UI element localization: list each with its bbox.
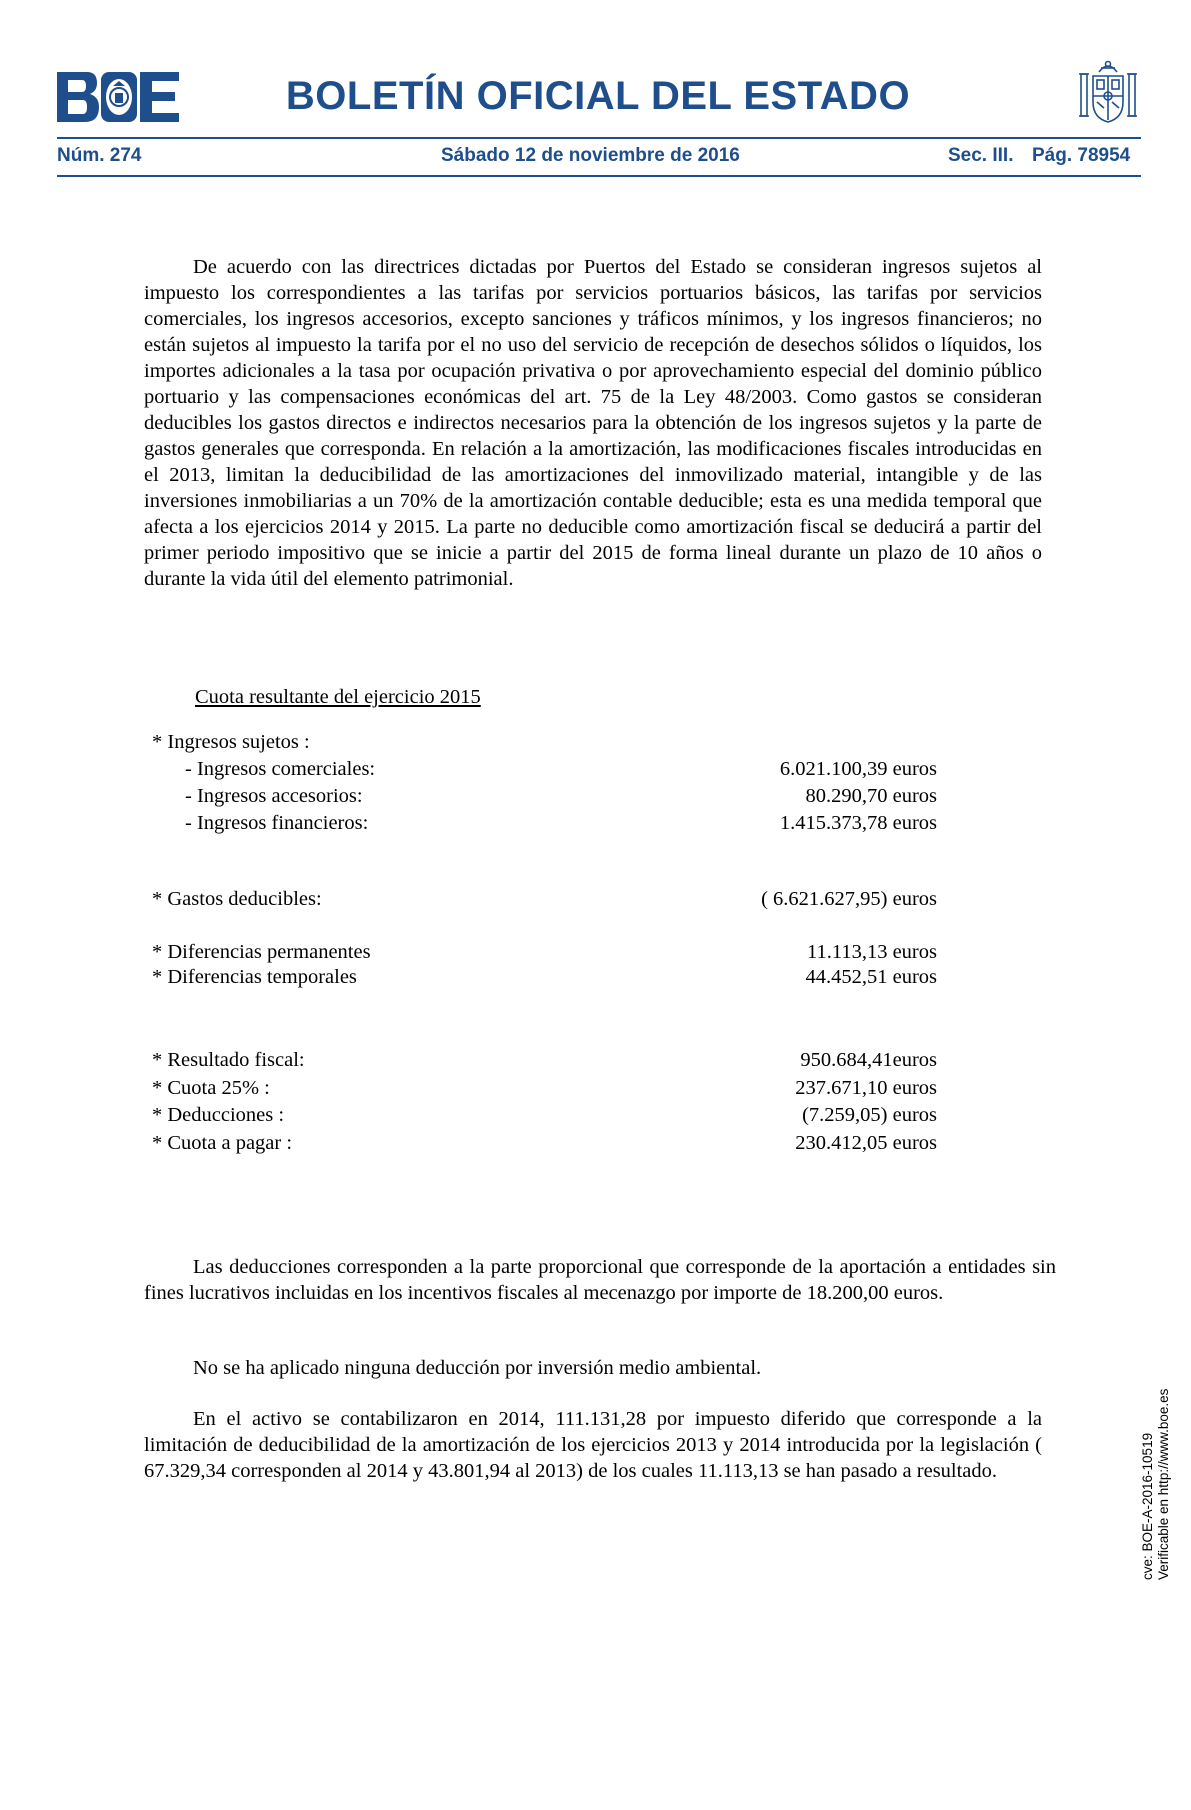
boe-logo	[57, 72, 179, 122]
cuota-row-label: - Ingresos financieros:	[185, 812, 369, 834]
cuota-row-label: * Diferencias permanentes	[152, 941, 371, 963]
verification-sidebar	[1140, 1388, 1171, 1810]
deducciones-paragraph: Las deducciones corresponden a la parte proporcional que corresponde de la aportación a entidades sin fines lucrativos incluidas en los incentivos fiscales al mecenazgo por importe de 18.200,00 euros.	[144, 1256, 1056, 1304]
cuota-row-label: - Ingresos comerciales:	[185, 758, 376, 780]
issue-date: Sábado 12 de noviembre de 2016	[441, 145, 740, 166]
ingresos-sujetos-label: * Ingresos sujetos :	[152, 731, 310, 753]
cuota-row-value: 950.684,41euros	[800, 1049, 937, 1071]
cuota-row-label: * Gastos deducibles:	[152, 888, 322, 910]
cuota-row-label: * Diferencias temporales	[152, 966, 357, 988]
header-rule-bottom	[57, 175, 1141, 177]
cuota-row-value: 1.415.373,78 euros	[779, 812, 937, 834]
cuota-heading: Cuota resultante del ejercicio 2015	[195, 686, 481, 708]
cuota-row-value: 6.021.100,39 euros	[779, 758, 937, 780]
coat-of-arms-icon	[1075, 58, 1141, 128]
header-rule-top	[57, 137, 1141, 139]
cuota-row-value: ( 6.621.627,95) euros	[761, 888, 937, 910]
cve-code: cve: BOE-A-2016-10519	[1140, 1432, 1155, 1580]
section-label: Sec. III.	[948, 145, 1014, 166]
page-number: Pág. 78954	[1032, 145, 1131, 166]
cuota-row-value: 80.290,70 euros	[805, 785, 937, 807]
cuota-row-value: (7.259,05) euros	[802, 1104, 937, 1126]
no-deduccion-paragraph: No se ha aplicado ninguna deducción por inversión medio ambiental.	[193, 1357, 762, 1379]
activo-paragraph: En el activo se contabilizaron en 2014, 111.131,28 por impuesto diferido que corresponde a la limitación de deducibilidad de la amortización de los ejercicios 2013 y 2014 introducida por la legislación ( 67.329,34 corresponden al 2014 y 43.801,94 al 2013) de los cuales 11.113,13 se han pasado a resultado.	[144, 1408, 1042, 1482]
cuota-row-label: * Cuota a pagar :	[152, 1132, 293, 1154]
publication-title: BOLETÍN OFICIAL DEL ESTADO	[285, 74, 911, 118]
cuota-row-label: * Resultado fiscal:	[152, 1049, 305, 1071]
cuota-row-label: * Deducciones :	[152, 1104, 285, 1126]
cuota-row-label: * Cuota 25% :	[152, 1077, 270, 1099]
verification-url: Verificable en http://www.boe.es	[1156, 1388, 1171, 1580]
issue-number: Núm. 274	[57, 145, 142, 166]
cuota-row-value: 11.113,13 euros	[806, 941, 937, 963]
intro-paragraph: De acuerdo con las directrices dictadas por Puertos del Estado se consideran ingresos sujetos al impuesto los correspondientes a las tarifas por servicios portuarios básicos, las tarifas por servicios comerciales, los ingresos accesorios, excepto sanciones y tráficos mínimos, y los ingresos financieros; no están sujetos al impuesto la tarifa por el no uso del servicio de recepción de desechos sólidos o líquidos, los importes adicionales a la tasa por ocupación privativa o por aprovechamiento especial del dominio público portuario y las compensaciones económicas del art. 75 de la Ley 48/2003. Como gastos se consideran deducibles los gastos directos e indirectos necesarios para la obtención de los ingresos sujetos y la parte de gastos generales que corresponda. En relación a la amortización, las modificaciones fiscales introducidas en el 2013, limitan la deducibilidad de las amortizaciones del inmovilizado material, intangible y de las inversiones inmobiliarias a un 70% de la amortización contable deducible; esta es una medida temporal que afecta a los ejercicios 2014 y 2015. La parte no deducible como amortización fiscal se deducirá a partir del primer periodo impositivo que se inicie a partir del 2015 de forma lineal durante un plazo de 10 años o durante la vida útil del elemento patrimonial.	[144, 256, 1042, 590]
cuota-row-value: 237.671,10 euros	[795, 1077, 937, 1099]
cuota-row-label: - Ingresos accesorios:	[185, 785, 363, 807]
cuota-row-value: 230.412,05 euros	[795, 1132, 937, 1154]
cuota-row-value: 44.452,51 euros	[805, 966, 937, 988]
